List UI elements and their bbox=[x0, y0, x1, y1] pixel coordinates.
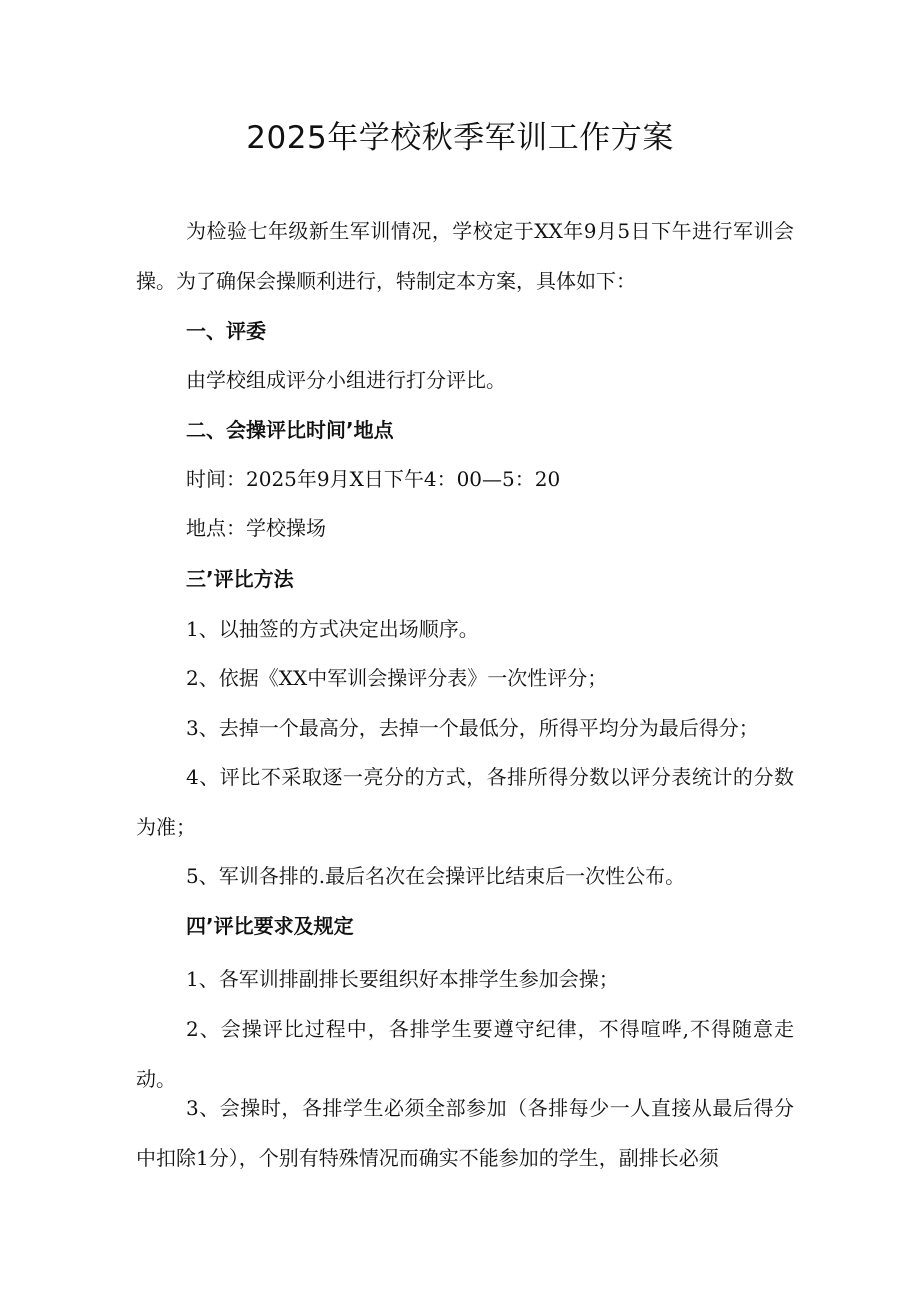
section-3-item-2: 2、依据《XX中军训会操评分表》一次性评分； bbox=[186, 666, 608, 690]
section-3-heading: 三’评比方法 bbox=[186, 567, 294, 591]
section-4-heading: 四’评比要求及规定 bbox=[186, 914, 354, 938]
section-3-item-4: 4、评比不采取逐一亮分的方式，各排所得分数以评分表统计的分数为准； bbox=[136, 765, 794, 839]
section-4-item-1: 1、各军训排副排长要组织好本排学生参加会操； bbox=[186, 967, 619, 991]
section-4-item-2: 2、会操评比过程中，各排学生要遵守纪律，不得喧哗,不得随意走动。 bbox=[136, 1017, 794, 1091]
section-2-heading: 二、会操评比时间’地点 bbox=[186, 418, 394, 442]
section-3-item-1: 1、以抽签的方式决定出场顺序。 bbox=[186, 617, 479, 641]
section-3-item-3: 3、去掉一个最高分，去掉一个最低分，所得平均分为最后得分； bbox=[186, 716, 759, 740]
section-2-time: 时间：2025年9月X日下午4：00—5：20 bbox=[186, 467, 561, 491]
intro-paragraph: 为检验七年级新生军训情况，学校定于XX年9月5日下午进行军训会操。为了确保会操顺利进行，特制定本方案，具体如下： bbox=[136, 219, 794, 293]
document-title: 2025年学校秋季军训工作方案 bbox=[246, 120, 674, 156]
section-3-item-5: 5、军训各排的.最后名次在会操评比结束后一次性公布。 bbox=[186, 864, 686, 888]
section-1-heading: 一、评委 bbox=[186, 319, 266, 343]
section-1-text: 由学校组成评分小组进行打分评比。 bbox=[186, 368, 506, 392]
section-4-item-3: 3、会操时，各排学生必须全部参加（各排每少一人直接从最后得分中扣除1分），个别有特殊情况而确实不能参加的学生，副排长必须 bbox=[136, 1096, 794, 1170]
section-2-place: 地点：学校操场 bbox=[186, 516, 326, 540]
